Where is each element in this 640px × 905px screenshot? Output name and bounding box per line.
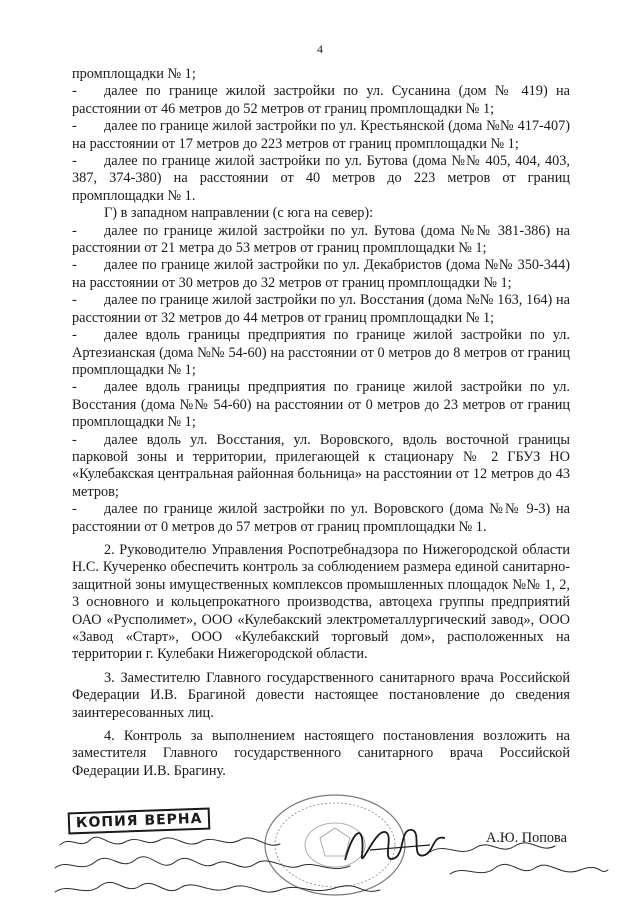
signer-name: А.Ю. Попова: [486, 830, 567, 846]
section-heading-west: Г) в западном направлении (с юга на север):: [104, 205, 374, 222]
handwritten-certification-icon: [50, 830, 610, 905]
numbered-paragraph: 3. Заместителю Главного государственного санитарного врача Российской Федерации И.В. Брагиной довести настоящее постановление до сведения заинтересованных лиц.: [72, 669, 570, 721]
list-item-dash: - далее по границе жилой застройки по ул. Воровского (дома №№ 9-3) на расстоянии от 0 метров до 57 метров от границ промплощадки № 1.: [72, 501, 570, 536]
document-body: [72, 66, 570, 780]
list-item-dash: - далее по границе жилой застройки по ул. Восстания (дома №№ 163, 164) на расстоянии от 32 метров до 44 метров от границ промплощадки № 1;: [72, 292, 570, 327]
list-item-dash: - далее по границе жилой застройки по ул. Бутова (дома №№ 381-386) на расстоянии от 21 метра до 53 метров от границ промплощадки № 1;: [72, 223, 570, 258]
numbered-paragraph: 4. Контроль за выполнением настоящего постановления возложить на заместителя Главного государственного санитарного врача Российской Федерации И.В. Брагину.: [72, 728, 570, 779]
numbered-paragraph: 2. Руководителю Управления Роспотребнадзора по Нижегородской области Н.С. Кучеренко обеспечить контроль за соблюдением размера единой санитарно-защитной зоны имущественных комплексов промышленных площадок №№ 1, 2, 3 основного и кольцепрокатного производства, автоцеха группы предприятий ОАО «Русполимет», ООО «Кулебакский электрометаллургический завод», ООО «Завод «Старт», ООО «Кулебакский торговый дом», расположенных на территории г. Кулебаки Нижегородской области.: [72, 541, 570, 663]
list-item-dash: - далее по границе жилой застройки по ул. Декабристов (дома №№ 350-344) на расстоянии от 30 метров до 32 метров от границ промплощадки № 1;: [72, 257, 570, 292]
list-item-dash: - далее по границе жилой застройки по ул. Сусанина (дом № 419) на расстоянии от 46 метров до 52 метров от границ промплощадки № 1;: [72, 83, 570, 118]
list-item-dash: - далее по границе жилой застройки по ул. Крестьянской (дома №№ 417-407) на расстоянии от 17 метров до 223 метров от границ промплощадки № 1;: [72, 118, 570, 153]
paragraph-continuation: промплощадки № 1;: [72, 66, 196, 82]
signature-block: [0, 790, 640, 905]
page-number: 4: [317, 42, 323, 56]
list-item-dash: - далее по границе жилой застройки по ул. Бутова (дома №№ 405, 404, 403, 387, 374-380) на расстоянии от 40 метров до 223 метров от границ промплощадки № 1.: [72, 153, 570, 205]
list-item-dash: - далее вдоль ул. Восстания, ул. Воровского, вдоль восточной границы парковой зоны и территории, прилегающей к стационару № 2 ГБУЗ НО «Кулебакская центральная районная больница» на расстоянии от 12 метров до 43 метров;: [72, 432, 570, 502]
list-item-dash: - далее вдоль границы предприятия по границе жилой застройки по ул. Артезианская (дома №№ 54-60) на расстоянии от 0 метров до 8 метров от границ промплощадки № 1;: [72, 327, 570, 379]
copy-certified-stamp: КОПИЯ ВЕРНА: [68, 808, 211, 835]
list-item-dash: - далее вдоль границы предприятия по границе жилой застройки по ул. Восстания (дома №№ 54-60) на расстоянии от 0 метров до 23 метров от границ промплощадки № 1;: [72, 379, 570, 431]
